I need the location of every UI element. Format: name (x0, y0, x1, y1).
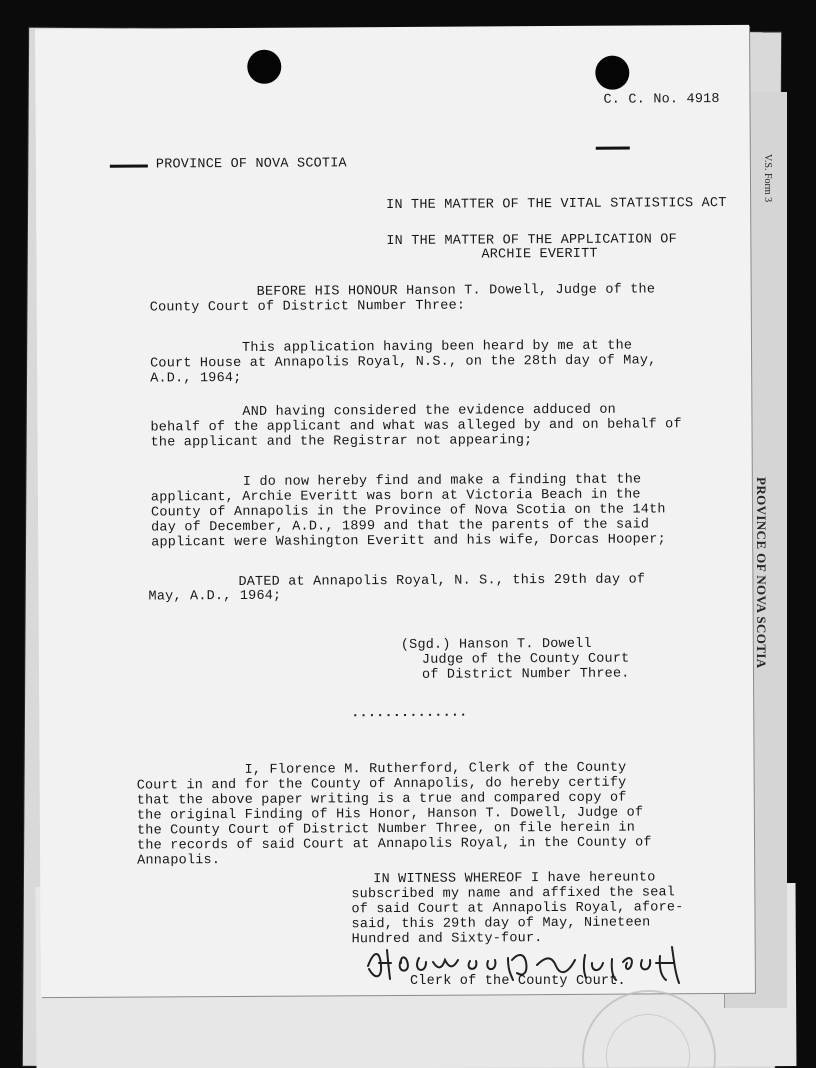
certificate-line-5: the County Court of District Number Three, on file herein in (136, 820, 636, 839)
paragraph-3-line-2: applicant, Archie Everitt was born at Victoria Beach in the (150, 487, 641, 506)
dash-mark-left (110, 165, 148, 168)
paragraph-3-line-4: day of December, A.D., 1899 and that the parents of the said (151, 517, 650, 536)
certificate-line-2: Court in and for the County of Annapolis, do hereby certify (136, 775, 627, 794)
witness-line-5: Hundred and Sixty-four. (351, 931, 543, 948)
witness-line-3: of said Court at Annapolis Royal, afore- (351, 900, 684, 918)
certificate-line-7: Annapolis. (137, 853, 221, 869)
certificate-line-6: the records of said Court at Annapolis Royal, in the County of (136, 835, 652, 854)
court-seal-inner-ring (606, 1014, 690, 1068)
application-heading-line2: ARCHIE EVERITT (481, 246, 598, 263)
case-number: C. C. No. 4918 (603, 92, 720, 108)
side-province-label: PROVINCE OF NOVA SCOTIA (754, 477, 769, 669)
clerk-title: Clerk of the County Court. (410, 974, 626, 989)
judge-title-line-1: Judge of the County Court (421, 651, 630, 668)
certificate-line-1: I, Florence M. Rutherford, Clerk of the County (244, 760, 627, 778)
province-heading: PROVINCE OF NOVA SCOTIA (155, 156, 347, 173)
certificate-line-3: that the above paper writing is a true and compared copy of (136, 790, 627, 809)
punch-hole-right (595, 56, 629, 90)
paragraph-2-line-2: behalf of the applicant and what was alleged by and on behalf of (150, 417, 682, 436)
paragraph-1-line-3: A.D., 1964; (150, 370, 242, 387)
judge-title-line-2: of District Number Three. (421, 666, 630, 683)
paragraph-3-line-3: County of Annapolis in the Province of Nova Scotia on the 14th (150, 502, 666, 521)
paragraph-2-line-3: the applicant and the Registrar not appearing; (150, 433, 533, 451)
dated-line-2: May, A.D., 1964; (148, 588, 282, 605)
side-form-label: V.S. Form 3 (762, 154, 773, 203)
separator-dots: .............. (351, 705, 468, 722)
paragraph-1-line-1: This application having been heard by me at the (241, 338, 633, 356)
paragraph-3-line-5: applicant were Washington Everitt and his wife, Dorcas Hooper; (151, 532, 666, 551)
witness-line-1: IN WITNESS WHEREOF I have hereunto (373, 870, 656, 888)
signed-name: (Sgd.) Hanson T. Dowell (400, 636, 592, 653)
witness-line-2: subscribed my name and affixed the seal (351, 885, 676, 903)
paragraph-1-line-2: Court House at Annapolis Royal, N.S., on the 28th day of May, (150, 353, 657, 372)
dash-mark-right (596, 147, 630, 150)
before-line-1: BEFORE HIS HONOUR Hanson T. Dowell, Judge of the (256, 282, 656, 300)
dated-line-1: DATED at Annapolis Royal, N. S., this 29th day of (238, 572, 646, 590)
vital-statistics-heading: IN THE MATTER OF THE VITAL STATISTICS ACT (386, 195, 727, 214)
before-line-2: County Court of District Number Three: (149, 298, 466, 316)
witness-line-4: said, this 29th day of May, Nineteen (351, 915, 651, 933)
certificate-line-4: the original Finding of His Honor, Hanson T. Dowell, Judge of (136, 805, 644, 824)
paragraph-3-line-1: I do now hereby find and make a finding that the (242, 472, 642, 490)
paragraph-2-line-1: AND having considered the evidence adduced on (242, 402, 616, 420)
application-heading-line1: IN THE MATTER OF THE APPLICATION OF (386, 232, 677, 250)
punch-hole-left (247, 50, 281, 84)
court-finding-page (35, 25, 755, 997)
